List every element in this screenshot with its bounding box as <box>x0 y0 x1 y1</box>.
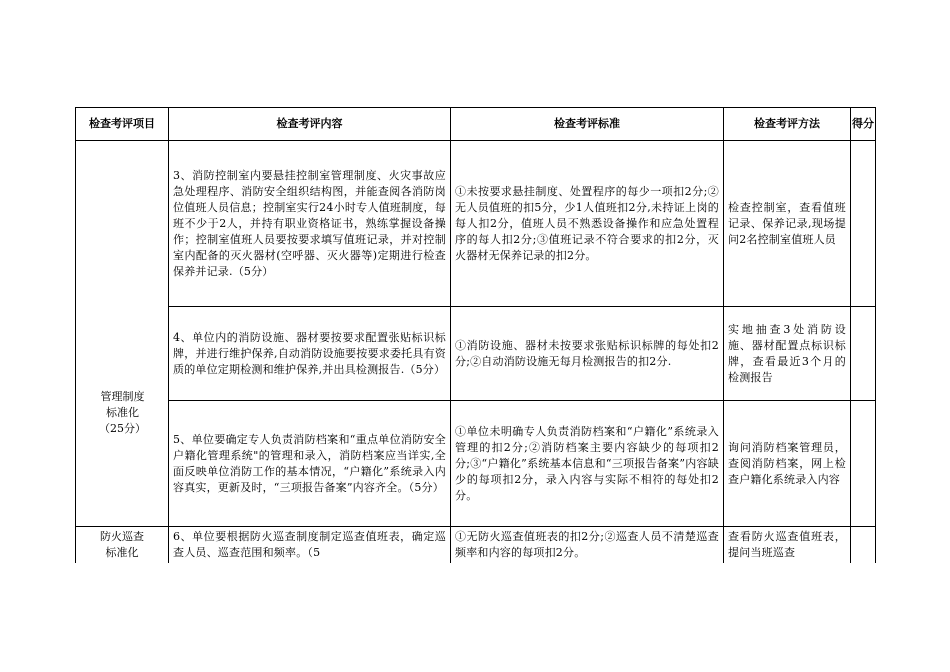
header-method: 检查考评方法 <box>724 108 851 141</box>
header-row <box>76 108 876 141</box>
category-label: 标准化 <box>106 406 139 419</box>
score-cell <box>851 401 876 527</box>
category-label: （25分） <box>99 422 146 435</box>
method-cell: 询问消防档案管理员，查阅消防档案，网上检查户籍化系统录入内容 <box>724 401 851 527</box>
table-row <box>76 141 876 307</box>
standard-cell: ①单位未明确专人负责消防档案和“户籍化”系统录入管理的扣2分;②消防档案主要内容缺少的每项扣2分;③“户籍化”系统基本信息和“三项报告备案”内容缺少的每项扣2分，录入内容与实际不相符的每处扣2分。 <box>451 401 724 527</box>
content-cell: 6、单位要根据防火巡查制度制定巡查值班表，确定巡查人员、巡查范围和频率。（5 <box>169 527 451 567</box>
content-cell: 5、单位要确定专人负责消防档案和“重点单位消防安全户籍化管理系统"的管理和录入，消防档案应当详实,全面反映单位消防工作的基本情况，“户籍化”系统录入内容真实，更新及时，“三项报告备案”内容齐全。（5分） <box>169 401 451 527</box>
method-cell: 实地抽查3处消防设施、器材配置点标识标牌，查看最近3个月的检测报告 <box>724 307 851 401</box>
category-label: 标准化 <box>105 546 139 559</box>
category-cell <box>76 141 169 527</box>
table-row <box>76 527 876 567</box>
page-bottom-margin <box>0 563 950 672</box>
standard-cell: ①消防设施、器材未按要求张贴标识标牌的每处扣2分;②自动消防设施无每月检测报告的扣2分. <box>451 307 724 401</box>
category-label: 防火巡查 <box>100 530 144 543</box>
header-standard: 检查考评标准 <box>451 108 724 141</box>
table-row <box>76 401 876 527</box>
method-cell: 检查控制室，查看值班记录、保养记录,现场提问2名控制室值班人员 <box>724 141 851 307</box>
header-item: 检查考评项目 <box>76 108 169 141</box>
category-label: 管理制度 <box>100 390 145 403</box>
standard-cell: ①无防火巡查值班表的扣2分;②巡查人员不清楚巡查频率和内容的每项扣2分。 <box>451 527 724 567</box>
score-cell <box>851 141 876 307</box>
content-cell: 4、单位内的消防设施、器材要按要求配置张贴标识标牌，并进行维护保养,自动消防设施要按要求委托具有资质的单位定期检测和维护保养,并出具检测报告.（5分） <box>169 307 451 401</box>
header-content: 检查考评内容 <box>169 108 451 141</box>
score-cell <box>851 307 876 401</box>
inspection-table <box>75 107 876 567</box>
content-cell: 3、消防控制室内要悬挂控制室管理制度、火灾事故应急处理程序、消防安全组织结构图，并能查阅各消防岗位值班人员信息；控制室实行24小时专人值班制度，每班不少于2人，并持有职业资格证书，熟练掌握设备操作；控制室值班人员要按要求填写值班记录，并对控制室内配备的灭火器材(空呼器、灭火器等)定期进行检查保养并记录.（5分） <box>169 141 451 307</box>
standard-cell: ①未按要求悬挂制度、处置程序的每少一项扣2分;②无人员值班的扣5分，少1人值班扣2分,未持证上岗的每人扣2分，值班人员不熟悉设备操作和应急处置程序的每人扣2分;③值班记录不符合要求的扣2分，灭火器材无保养记录的扣2分。 <box>451 141 724 307</box>
category-cell <box>76 527 169 567</box>
score-cell <box>851 527 876 567</box>
table-row <box>76 307 876 401</box>
category-mgmt <box>76 389 169 437</box>
header-score: 得分 <box>851 108 876 141</box>
method-cell: 查看防火巡查值班表，提问当班巡查 <box>724 527 851 567</box>
